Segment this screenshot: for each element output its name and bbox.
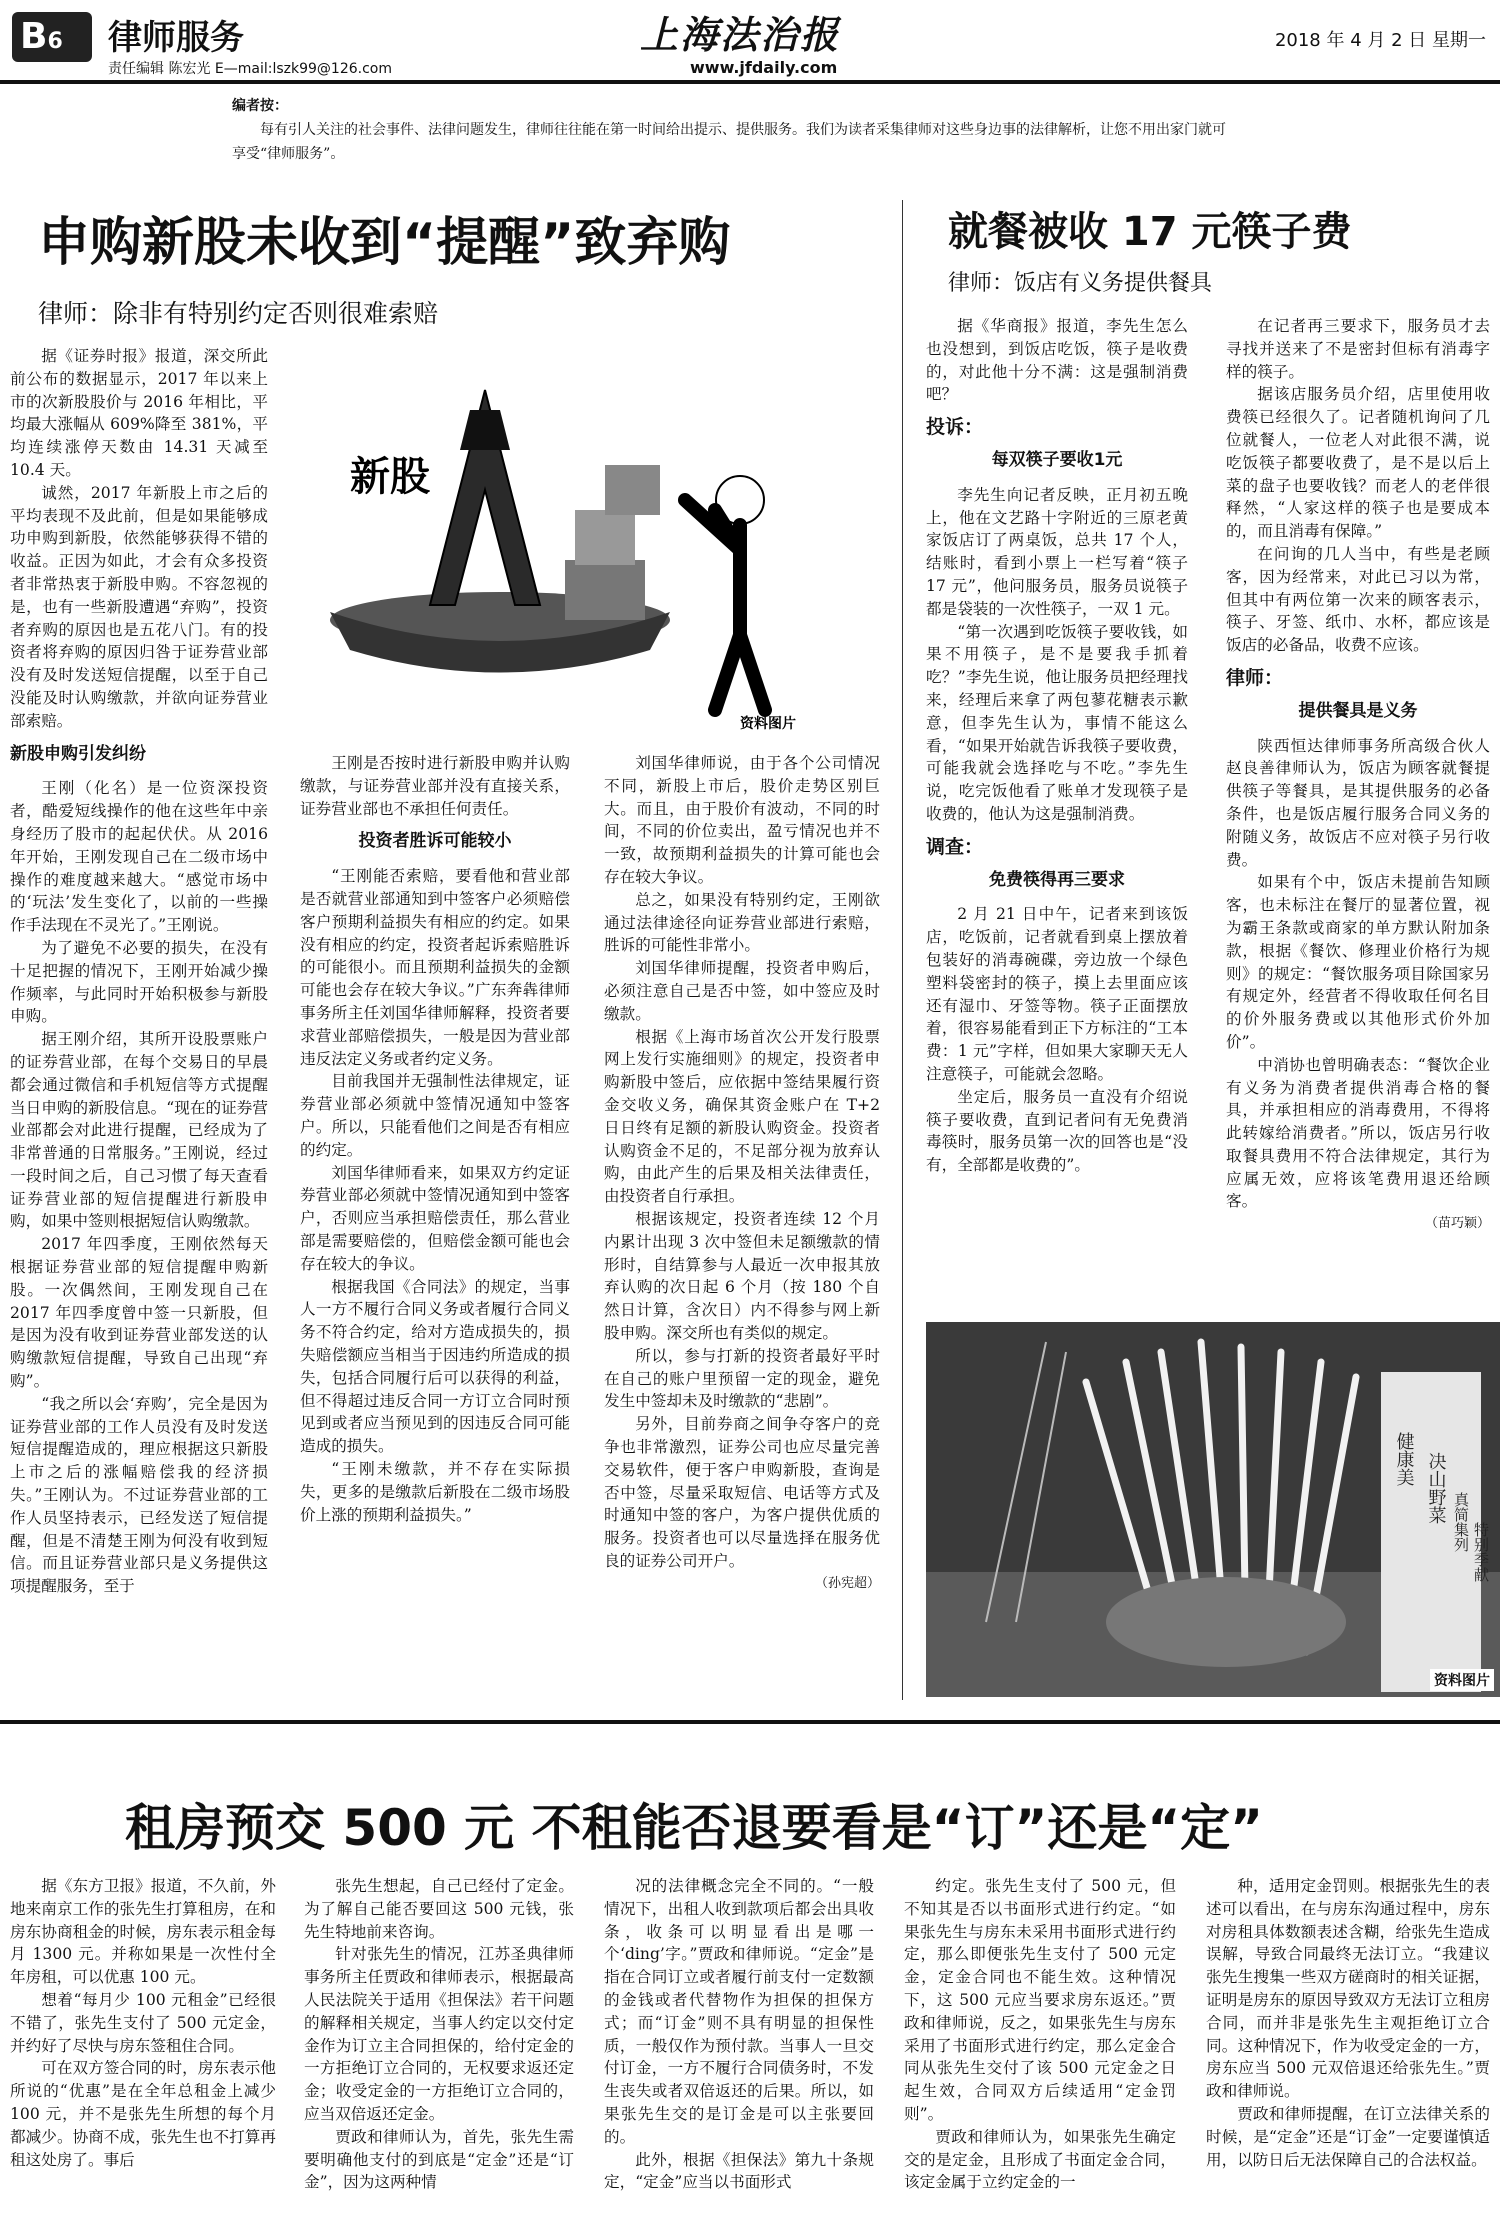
paragraph: 据该店服务员介绍，店里使用收费筷已经很久了。记者随机询问了几位就餐人，一位老人对此很不满，说吃饭筷子都要收费了，是不是以后上菜的盘子也要收钱？而老人的老伴很释然，“人家这样的筷子也是要成本的，而且消毒有保障。” bbox=[1226, 385, 1490, 541]
paragraph: 想着“每月少 100 元租金”已经很不错了，张先生支付了 500 元定金，并约好了尽快与房东签租住合同。 bbox=[10, 1990, 276, 2055]
illustration-label: 新股 bbox=[350, 454, 430, 500]
article1-col1b-paras bbox=[10, 777, 268, 1598]
article1-col1 bbox=[10, 345, 268, 1697]
article3-col4-paras bbox=[904, 1875, 1176, 2194]
article3-col3 bbox=[604, 1875, 874, 2227]
section-name: 律师服务 bbox=[108, 18, 244, 58]
paragraph: 诚然，2017 年新股上市之后的平均表现不及此前，但是如果能够成功申购到新股，依然能够获得不错的收益。正因为如此，才会有众多投资者非常热衷于新股申购。不容忽视的是，也有一些新股遭遇“弃购”，投资者弃购的原因也是五花八门。有的投资者将弃购的原因归咎于证券营业部没有及时发送短信提醒，以至于自己没能及时认购缴款，并欲向证券营业部索赔。 bbox=[10, 483, 268, 730]
paragraph: 据《东方卫报》报道，不久前，外地来南京工作的张先生打算租房，在和房东协商租金的时候，房东表示租金每月 1300 元。并称如果是一次性付全年房租，可以优惠 100 元。 bbox=[10, 1877, 276, 1987]
paragraph: “王刚能否索赔，要看他和营业部是否就营业部通知到中签客户必须赔偿客户预期利益损失有相应的约定。如果没有相应的约定，投资者起诉索赔胜诉的可能很小。而且预期利益损失的金额可能也会存在较大争议。”广东奔犇律师事务所主任刘国华律师解释，投资者要求营业部赔偿损失，一般是因为营业部违反法定义务或者约定义务。 bbox=[300, 867, 570, 1068]
paragraph: 据《证券时报》报道，深交所此前公布的数据显示，2017 年以来上市的次新股股价与 2016 年相比，平均最大涨幅从 609%降至 381%，平均连续涨停天数由 14.31 天减至 10.4 天。 bbox=[10, 347, 268, 479]
article3-col2 bbox=[304, 1875, 574, 2227]
paragraph: 据《华商报》报道，李先生怎么也没想到，到饭店吃饭，筷子是收费的，对此他十分不满：这是强制消费吧？ bbox=[926, 317, 1188, 404]
article2-colA-c-paras bbox=[926, 903, 1188, 1177]
paragraph: 贾政和律师认为，首先，张先生需要明确他支付的到底是“定金”还是“订金”，因为这两种情 bbox=[304, 2127, 574, 2192]
paragraph: 坐定后，服务员一直没有介绍说筷子要收费，直到记者问有无免费消毒筷时，服务员第一次的回答也是“没有，全部都是收费的”。 bbox=[926, 1087, 1188, 1175]
masthead bbox=[0, 0, 1500, 82]
paper-name: 上海法治报 bbox=[640, 12, 841, 57]
label-survey: 调查： bbox=[926, 835, 984, 858]
heading-lawyer: 提供餐具是义务 bbox=[1298, 700, 1418, 721]
paragraph: “第一次遇到吃饭筷子要收钱，如果不用筷子，是不是要我手抓着吃？”李先生说，他让服务员把经理找来，经理后来拿了两包蓼花糖表示歉意，但李先生认为，事情不能这么看，“如果开始就告诉我筷子要收费，可能我就会选择吃与不吃。”李先生说，吃完饭他看了账单才发现筷子是收费的，他认为这是强制消费。 bbox=[926, 622, 1188, 823]
paragraph: 陕西恒达律师事务所高级合伙人赵良善律师认为，饭店为顾客就餐提供筷子等餐具，是其提供服务的必备条件，也是饭店履行服务合同义务的附随义务，故饭店不应对筷子另行收费。 bbox=[1226, 736, 1490, 869]
article2-colB bbox=[1226, 315, 1490, 1310]
illustration-credit: 资料图片 bbox=[740, 716, 796, 732]
paragraph: 所以，参与打新的投资者最好平时在自己的账户里预留一定的现金，避免发生中签却未及时缴款的“悲剧”。 bbox=[604, 1346, 880, 1411]
article1-col2 bbox=[300, 752, 570, 1697]
article1-byline: （孙宪超） bbox=[814, 1575, 880, 1591]
article2-colA bbox=[926, 315, 1188, 1310]
paragraph: 刘国华律师说，由于各个公司情况不同，新股上市后，股价走势区别巨大。而且，由于股价有波动，不同的时间，不同的价位卖出，盈亏情况也并不一致，故预期利益损失的计算可能也会存在较大争议。 bbox=[604, 754, 880, 886]
paragraph: 贾政和律师提醒，在订立法律关系的时候，是“定金”还是“订金”一定要谨慎适用，以防日后无法保障自己的合法权益。 bbox=[1206, 2104, 1490, 2169]
column-divider bbox=[902, 200, 903, 1700]
photo2-credit: 资料图片 bbox=[1430, 1669, 1494, 1691]
page-number: 6 bbox=[47, 29, 63, 54]
heading-survey: 免费筷得再三要求 bbox=[989, 869, 1125, 890]
paragraph: 据王刚介绍，其所开设股票账户的证券营业部，在每个交易日的早晨都会通过微信和手机短信等方式提醒当日申购的新股信息。“现在的证券营业部都会对此进行提醒，已经成为了非常普通的日常服务。”王刚说，经过一段时间之后，自己习惯了每天查看证券营业部的短信提醒进行新股申购，如果中签则根据短信认购缴款。 bbox=[10, 1030, 268, 1231]
paragraph: 根据该规定，投资者连续 12 个月内累计出现 3 次中签但未足额缴款的情形时，自结算参与人最近一次申报其放弃认购的次日起 6 个月（按 180 个自然日计算，含次日）内不得参与网上新股申购。深交所也有类似的规定。 bbox=[604, 1209, 880, 1342]
photo-text-3: 真简集列 bbox=[1452, 1492, 1470, 1552]
paragraph: 王刚是否按时进行新股申购并认购缴款，与证券营业部并没有直接关系，证券营业部也不承担任何责任。 bbox=[300, 754, 570, 818]
paragraph: 根据我国《合同法》的规定，当事人一方不履行合同义务或者履行合同义务不符合约定，给对方造成损失的，损失赔偿额应当相当于因违约所造成的损失，包括合同履行后可以获得的利益，但不得超过违反合同一方订立合同时预见到或者应当预见到的因违反合同可能造成的损失。 bbox=[300, 1277, 570, 1456]
article1-col2-paras bbox=[300, 752, 570, 820]
paragraph: 目前我国并无强制性法律规定，证券营业部必须就中签情况通知中签客户。所以，只能看他们之间是否有相应的约定。 bbox=[300, 1072, 570, 1159]
heading-complaint: 每双筷子要收1元 bbox=[991, 449, 1123, 470]
masthead-rule bbox=[0, 80, 1500, 84]
paragraph: 为了避免不必要的损失，在没有十足把握的情况下，王刚开始减少操作频率，与此同时开始积极参与新股申购。 bbox=[10, 938, 268, 1026]
article3-col1 bbox=[10, 1875, 276, 2227]
editor-note-label: 编者按： bbox=[232, 98, 288, 114]
paragraph: 在问询的几人当中，有些是老顾客，因为经常来，对此已习以为常，但其中有两位第一次来的顾客表示，筷子、牙签、纸巾、水杯，都应该是饭店的必备品，收费不应该。 bbox=[1226, 544, 1490, 655]
article1-subtitle: 律师：除非有特别约定否则很难索赔 bbox=[38, 299, 439, 328]
paragraph: 约定。张先生支付了 500 元，但不知其是否以书面形式进行约定。“如果张先生与房东未采用书面形式进行约定，那么即便张先生支付了 500 元定金，定金合同也不能生效。这种情况下，这 500 元应当要求房东返还。”贾政和律师说，反之，如果张先生与房东采用了书面形式进行约定，那么定金合同从张先生交付了该 500 元定金之日起生效，合同双方后续适用“定金罚则”。 bbox=[904, 1877, 1176, 2123]
paper-url[interactable]: www.jfdaily.com bbox=[690, 58, 838, 77]
paragraph: “我之所以会‘弃购’，完全是因为证券营业部的工作人员没有及时发送短信提醒造成的，理应根据这只新股上市之后的涨幅赔偿我的经济损失。”王刚认为。不过证券营业部的工作人员坚持表示，已经发送了短信提醒，但是不清楚王刚为何没有收到短信。而且证券营业部只是义务提供这项提醒服务，至于 bbox=[10, 1394, 268, 1596]
editor-note bbox=[232, 94, 1232, 166]
article3-col5 bbox=[1206, 1875, 1490, 2227]
article2-colB-paras bbox=[1226, 315, 1490, 657]
paragraph: 如果有个中，饭店未提前告知顾客，也未标注在餐厅的显著位置，视为霸王条款或商家的单方默认附加条款，根据《餐饮、修理业价格行为规则》的规定：“餐饮服务项目除国家另有规定外，经营者不得收取任何名目的价外服务费或以其他形式价外加价”。 bbox=[1226, 873, 1490, 1051]
editor-line: 责任编辑 陈宏光 E—mail:lszk99@126.com bbox=[108, 61, 392, 77]
paragraph: 张先生想起，自己已经付了定金。为了解自己能否要回这 500 元钱，张先生特地前来咨询。 bbox=[304, 1877, 574, 1941]
article2-byline: （苗巧颖） bbox=[1424, 1216, 1490, 1232]
paragraph: 李先生向记者反映，正月初五晚上，他在文艺路十字附近的三原老黄家饭店订了两桌饭，总共 17 个人，结账时，看到小票上一栏写着“筷子 17 元”，他问服务员，服务员说筷子都是袋装的一次性筷子，一双 1 元。 bbox=[926, 485, 1188, 618]
article3-col2-paras bbox=[304, 1875, 574, 2194]
stock-illustration bbox=[310, 350, 820, 740]
paragraph: 贾政和律师认为，如果张先生确定交的是定金，且形成了书面定金合同，该定金属于立约定金的一 bbox=[904, 2127, 1176, 2192]
article3-col1-paras bbox=[10, 1875, 276, 2171]
article3-col4 bbox=[904, 1875, 1176, 2227]
article2-colA-b-paras bbox=[926, 484, 1188, 826]
photo-text-2: 决山野菜 bbox=[1425, 1452, 1447, 1524]
article2-colA-paras bbox=[926, 315, 1188, 406]
paragraph: 此外，根据《担保法》第九十条规定，“定金”应当以书面形式 bbox=[604, 2150, 874, 2192]
label-complaint: 投诉： bbox=[926, 416, 984, 439]
page-letter: B bbox=[20, 16, 48, 57]
article1-col2b-paras bbox=[300, 865, 570, 1526]
paragraph: 针对张先生的情况，江苏圣典律师事务所主任贾政和律师表示，根据最高人民法院关于适用《担保法》若干问题的解释相关规定，当事人约定以交付定金作为订立主合同担保的，给付定金的一方拒绝订立合同的，无权要求返还定金；收受定金的一方拒绝订立合同的，应当双倍返还定金。 bbox=[304, 1945, 574, 2123]
paragraph: 在记者再三要求下，服务员才去寻找并送来了不是密封但标有消毒字样的筷子。 bbox=[1226, 317, 1490, 381]
article2-title: 就餐被收 17 元筷子费 bbox=[948, 209, 1352, 255]
photo-text-4: 特别季献 bbox=[1472, 1522, 1490, 1582]
paragraph: 根据《上海市场首次公开发行股票网上发行实施细则》的规定，投资者申购新股中签后，应依据中签结果履行资金交收义务，确保其资金账户在 T+2 日日终有足额的新股认购资金。投资者认购资金不足的，不足部分视为放弃认购，由此产生的后果及相关法律责任，由投资者自行承担。 bbox=[604, 1027, 880, 1206]
paragraph: 2 月 21 日中午，记者来到该饭店，吃饭前，记者就看到桌上摆放着包装好的消毒碗碟，旁边放一个绿色塑料袋密封的筷子，摸上去里面应该还有湿巾、牙签等物。筷子正面摆放着，很容易能看到正下方标注的“工本费：1 元”字样，但如果大家聊天无人注意筷子，可能就会忽略。 bbox=[926, 905, 1188, 1083]
article3-col3-paras bbox=[604, 1875, 874, 2194]
chopsticks-photo-art bbox=[926, 1322, 1500, 1697]
paragraph: 刘国华律师看来，如果双方约定证券营业部必须就中签情况通知到中签客户，否则应当承担赔偿责任，那么营业部是需要赔偿的，但赔偿金额可能也会存在较大的争议。 bbox=[300, 1163, 570, 1273]
paragraph: 可在双方签合同的时，房东表示他所说的“优惠”是在全年总租金上减少 100 元，并不是张先生所想的每个月都减少。协商不成，张先生也不打算再租这处房了。事后 bbox=[10, 2059, 276, 2169]
article1-heading-win: 投资者胜诉可能较小 bbox=[358, 831, 512, 852]
paragraph: 2017 年四季度，王刚依然每天根据证券营业部的短信提醒申购新股。一次偶然间，王刚发现自己在 2017 年四季度曾中签一只新股，但是因为没有收到证券营业部发送的认购缴款短信提醒，导致自己出现“弃购”。 bbox=[10, 1235, 268, 1391]
article1-title: 申购新股未收到“提醒”致弃购 bbox=[38, 213, 731, 273]
article2-subtitle: 律师：饭店有义务提供餐具 bbox=[948, 271, 1213, 296]
label-lawyer: 律师： bbox=[1226, 666, 1284, 689]
chopsticks-photo bbox=[926, 1322, 1500, 1697]
article2-colB-b-paras bbox=[1226, 735, 1490, 1214]
paragraph: 王刚（化名）是一位资深投资者，酷爱短线操作的他在这些年中亲身经历了股市的起起伏伏。从 2016 年开始，王刚发现自己在二级市场中操作的难度越来越大。“感觉市场中的‘玩法’发生变化了，以前的一些操作手法现在不灵光了。”王刚说。 bbox=[10, 779, 268, 935]
photo-text-1: 健康美 bbox=[1393, 1432, 1415, 1486]
article-separator bbox=[0, 1720, 1500, 1724]
article1-col1-paras bbox=[10, 345, 268, 733]
paragraph: 种，适用定金罚则。根据张先生的表述可以看出，在与房东沟通过程中，房东对房租具体数额表述含糊，给张先生造成误解，导致合同最终无法订立。“我建议张先生搜集一些双方磋商时的相关证据，证明是房东的原因导致双方无法订立租房合同，而并非是张先生主观拒绝订立合同。这种情况下，作为收受定金的一方，房东应当 500 元双倍退还给张先生。”贾政和律师说。 bbox=[1206, 1877, 1490, 2101]
article3-col5-paras bbox=[1206, 1875, 1490, 2171]
paragraph: 况的法律概念完全不同的。“一般情况下，出租人收到款项后都会出具收条，收条可以明显看出是哪一个‘ding’字。”贾政和律师说。“定金”是指在合同订立或者履行前支付一定数额的金钱或者代替物作为担保的担保方式；而“订金”则不具有明显的担保性质，一般仅作为预付款。当事人一旦交付订金，一方不履行合同债务时，不发生丧失或者双倍返还的后果。所以，如果张先生交的是订金是可以主张要回的。 bbox=[604, 1877, 874, 2146]
article1-heading-dispute: 新股申购引发纠纷 bbox=[10, 743, 146, 764]
editor-note-text: 每有引人关注的社会事件、法律问题发生，律师往往能在第一时间给出提示、提供服务。我们为读者采集律师对这些身边事的法律解析，让您不用出家门就可享受“律师服务”。 bbox=[232, 122, 1226, 162]
article1-col3-paras bbox=[604, 752, 880, 1573]
date-line: 2018 年 4 月 2 日 星期一 bbox=[1274, 30, 1486, 51]
article3-title: 租房预交 500 元 不租能否退要看是“订”还是“定” bbox=[125, 1799, 1264, 1857]
article1-col3 bbox=[604, 752, 880, 1697]
paragraph: “王刚未缴款，并不存在实际损失，更多的是缴款后新股在二级市场股价上涨的预期利益损失。” bbox=[300, 1459, 570, 1524]
paragraph: 总之，如果没有特别约定，王刚欲通过法律途径向证券营业部进行索赔，胜诉的可能性非常小。 bbox=[604, 890, 880, 955]
paragraph: 中消协也曾明确表态：“餐饮企业有义务为消费者提供消毒合格的餐具，并承担相应的消毒费用，不得将此转嫁给消费者。”所以，饭店另行收取餐具费用不符合法律规定，其行为应属无效，应将该笔费用退还给顾客。 bbox=[1226, 1055, 1490, 1211]
page-badge bbox=[12, 12, 92, 62]
paragraph: 刘国华律师提醒，投资者申购后，必须注意自己是否中签，如中签应及时缴款。 bbox=[604, 959, 880, 1023]
paragraph: 另外，目前券商之间争夺客户的竞争也非常激烈，证券公司也应尽量完善交易软件，便于客户申购新股，查询是否中签，尽量采取短信、电话等方式及时通知中签的客户，为客户提供优质的服务。投资者也可以尽量选择在服务优良的证券公司开户。 bbox=[604, 1415, 880, 1570]
